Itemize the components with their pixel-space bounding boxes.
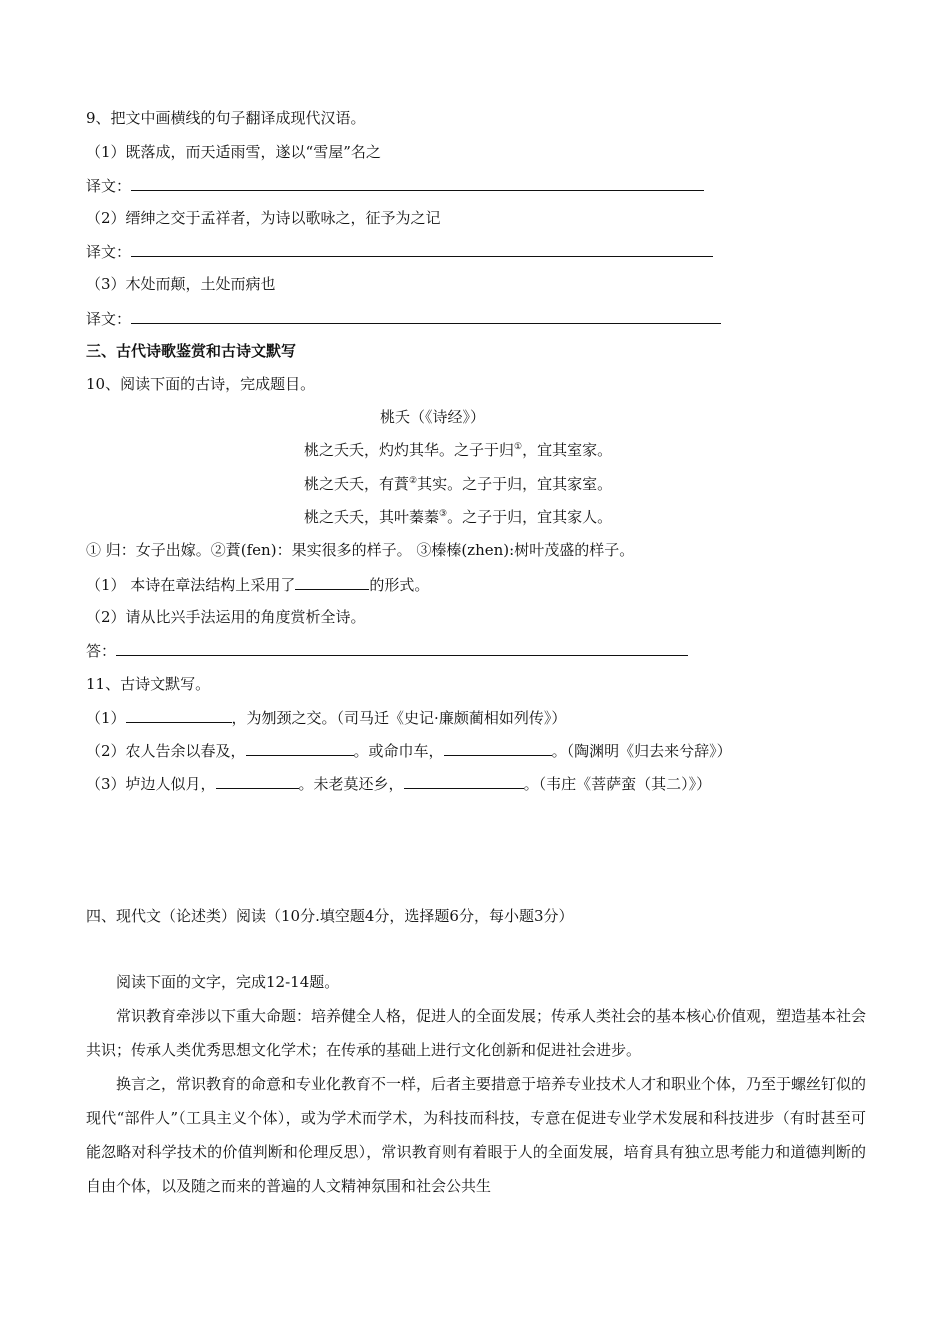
answer-blank[interactable]: [116, 640, 688, 656]
fill-blank[interactable]: [246, 740, 354, 756]
answer-blank[interactable]: [131, 175, 704, 191]
poem-line-3: 桃之夭夭，其叶蓁蓁③。之子于归，宜其家人。: [304, 508, 613, 526]
section3-title: 三、古代诗歌鉴赏和古诗文默写: [86, 342, 297, 360]
answer-label: 译文：: [86, 243, 132, 261]
q9-answer-line-3: [86, 308, 721, 329]
fill-blank[interactable]: [216, 773, 299, 789]
q10-prompt: 10、阅读下面的古诗，完成题目。: [86, 375, 316, 393]
q11-sub-1: （1） ，为刎颈之交。（司马迁《史记·廉颇蔺相如列传》）: [86, 709, 567, 727]
section4-title: 四、现代文（论述类）阅读（10分.填空题4分，选择题6分，每小题3分）: [86, 907, 574, 925]
answer-blank[interactable]: [131, 308, 721, 324]
poem-line-2: 桃之夭夭，有蕡②其实。之子于归，宜其家室。: [304, 475, 613, 493]
q9-item-2: （2）缙绅之交于孟祥者，为诗以歌咏之，征予为之记: [86, 209, 441, 227]
answer-label: 答：: [86, 642, 117, 660]
q9-answer-line-1: [86, 175, 704, 196]
fill-blank[interactable]: [126, 707, 232, 723]
q10-answer-line: [86, 640, 688, 661]
footnote-mark: ②: [409, 476, 418, 486]
footnote-mark: ③: [439, 509, 448, 519]
fill-blank[interactable]: [404, 773, 524, 789]
q9-prompt: 9、把文中画横线的句子翻译成现代汉语。: [86, 109, 366, 127]
poem-notes: ① 归：女子出嫁。②蕡(fen)：果实很多的样子。 ③榛榛(zhen):树叶茂盛的样子。: [86, 541, 635, 559]
answer-blank[interactable]: [131, 241, 713, 257]
section4-instruction: 阅读下面的文字，完成12-14题。: [116, 973, 340, 991]
reading-passage: [86, 999, 866, 1203]
q11-sub-2: （2）农人告余以春及， 。或命巾车， 。（陶渊明《归去来兮辞》）: [86, 742, 732, 760]
answer-label: 译文：: [86, 177, 132, 195]
q9-item-1: （1）既落成，而天适雨雪，遂以“雪屋”名之: [86, 143, 381, 161]
q9-item-3: （3）木处而颠，土处而病也: [86, 275, 276, 293]
q10-sub-1: （1） 本诗在章法结构上采用了 的形式。: [86, 576, 430, 594]
q10-sub-2: （2）请从比兴手法运用的角度赏析全诗。: [86, 608, 366, 626]
passage-paragraph-1: 常识教育牵涉以下重大命题：培养健全人格，促进人的全面发展；传承人类社会的基本核心价值观，塑造基本社会共识；传承人类优秀思想文化学术；在传承的基础上进行文化创新和促进社会进步。: [86, 1007, 867, 1059]
poem-title: 桃夭（《诗经》）: [380, 408, 486, 426]
fill-blank[interactable]: [444, 740, 552, 756]
answer-label: 译文：: [86, 310, 132, 328]
passage-paragraph-2: 换言之，常识教育的命意和专业化教育不一样，后者主要措意于培养专业技术人才和职业个体，乃至于螺丝钉似的现代“部件人”（工具主义个体），或为学术而学术，为科技而科技，专意在促进专业学术发展和科技进步（有时甚至可能忽略对科学技术的价值判断和伦理反思），常识教育则有着眼于人的全面发展，培育具有独立思考能力和道德判断的自由个体，以及随之而来的普遍的人文精神氛围和社会公共生: [86, 1075, 867, 1195]
footnote-mark: ①: [514, 442, 523, 452]
poem-line-1: 桃之夭夭，灼灼其华。之子于归①，宜其室家。: [304, 441, 613, 459]
q11-prompt: 11、古诗文默写。: [86, 675, 211, 693]
fill-blank[interactable]: [295, 574, 369, 590]
q11-sub-3: （3）垆边人似月， 。未老莫还乡， 。（韦庄《菩萨蛮（其二）》）: [86, 775, 712, 793]
q9-answer-line-2: [86, 241, 713, 262]
